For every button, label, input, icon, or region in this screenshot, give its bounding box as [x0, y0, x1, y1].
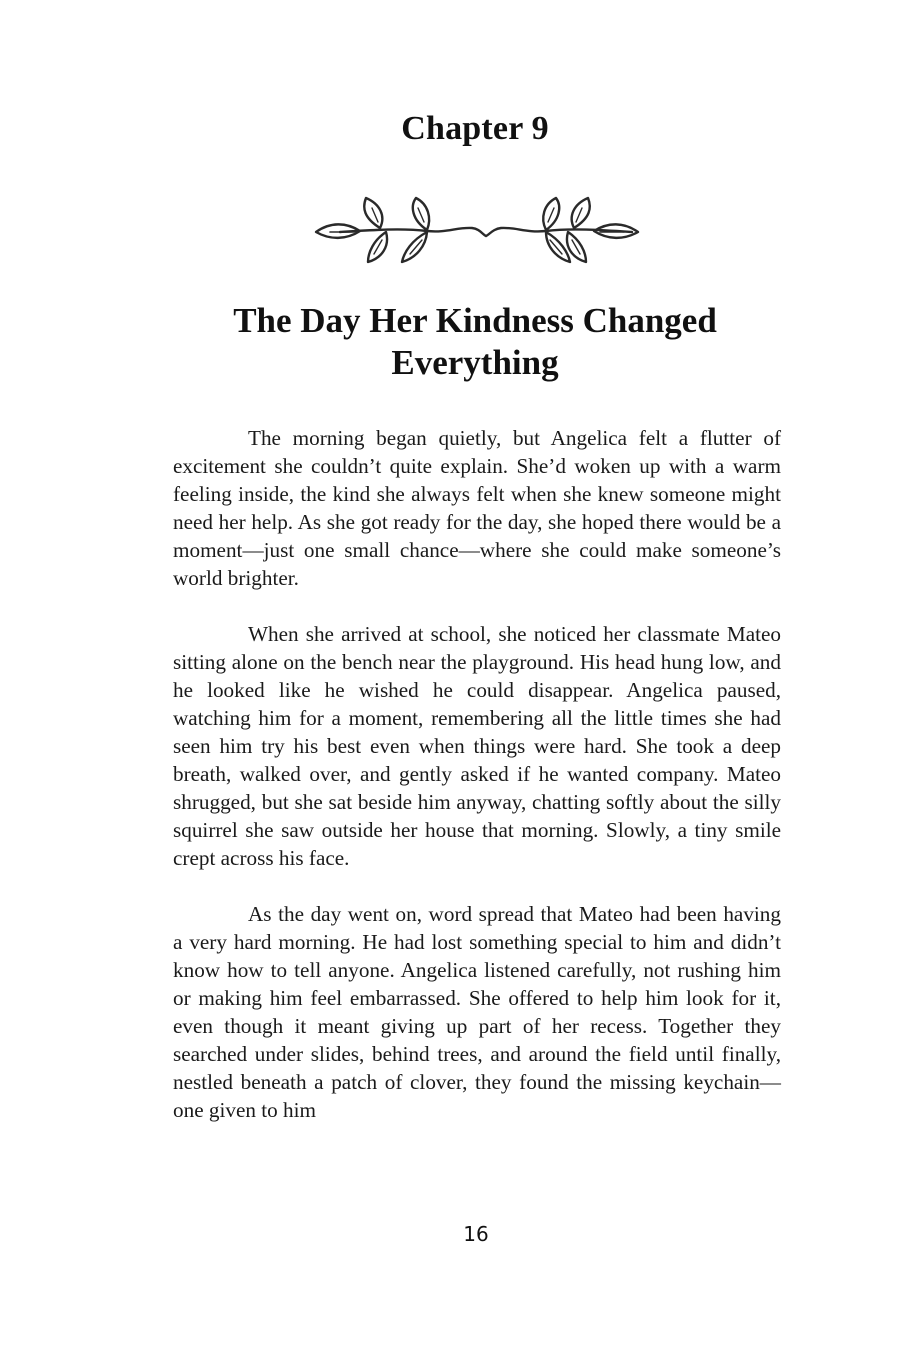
chapter-body — [173, 424, 781, 1152]
chapter-label: Chapter 9 — [401, 110, 549, 147]
paragraph: As the day went on, word spread that Mateo had been having a very hard morning. He had lost something special to him and didn’t know how to tell anyone. Angelica listened carefully, not rushing him or making him feel embarrassed. She offered to help him look for it, even though it meant giving up part of her recess. Together they searched under slides, behind trees, and around the field until finally, nestled beneath a patch of clover, they found the missing keychain—one given to him — [173, 902, 781, 1122]
laurel-vine-divider-icon — [312, 192, 642, 270]
page-number: 16 — [463, 1222, 489, 1246]
paragraph: When she arrived at school, she noticed her classmate Mateo sitting alone on the bench near the playground. His head hung low, and he looked like he wished he could disappear. Angelica paused, watching him for a moment, remembering all the little times she had seen him try his best even when things were hard. She took a deep breath, walked over, and gently asked if he wanted company. Mateo shrugged, but she sat beside him anyway, chatting softly about the silly squirrel she saw outside her house that morning. Slowly, a tiny smile crept across his face. — [173, 622, 781, 870]
chapter-title: The Day Her Kindness Changed Everything — [233, 301, 717, 382]
paragraph: The morning began quietly, but Angelica felt a flutter of excitement she couldn’t quite explain. She’d woken up with a warm feeling inside, the kind she always felt when she knew someone might need her help. As she got ready for the day, she hoped there would be a moment—just one small chance—where she could make someone’s world brighter. — [173, 426, 781, 590]
